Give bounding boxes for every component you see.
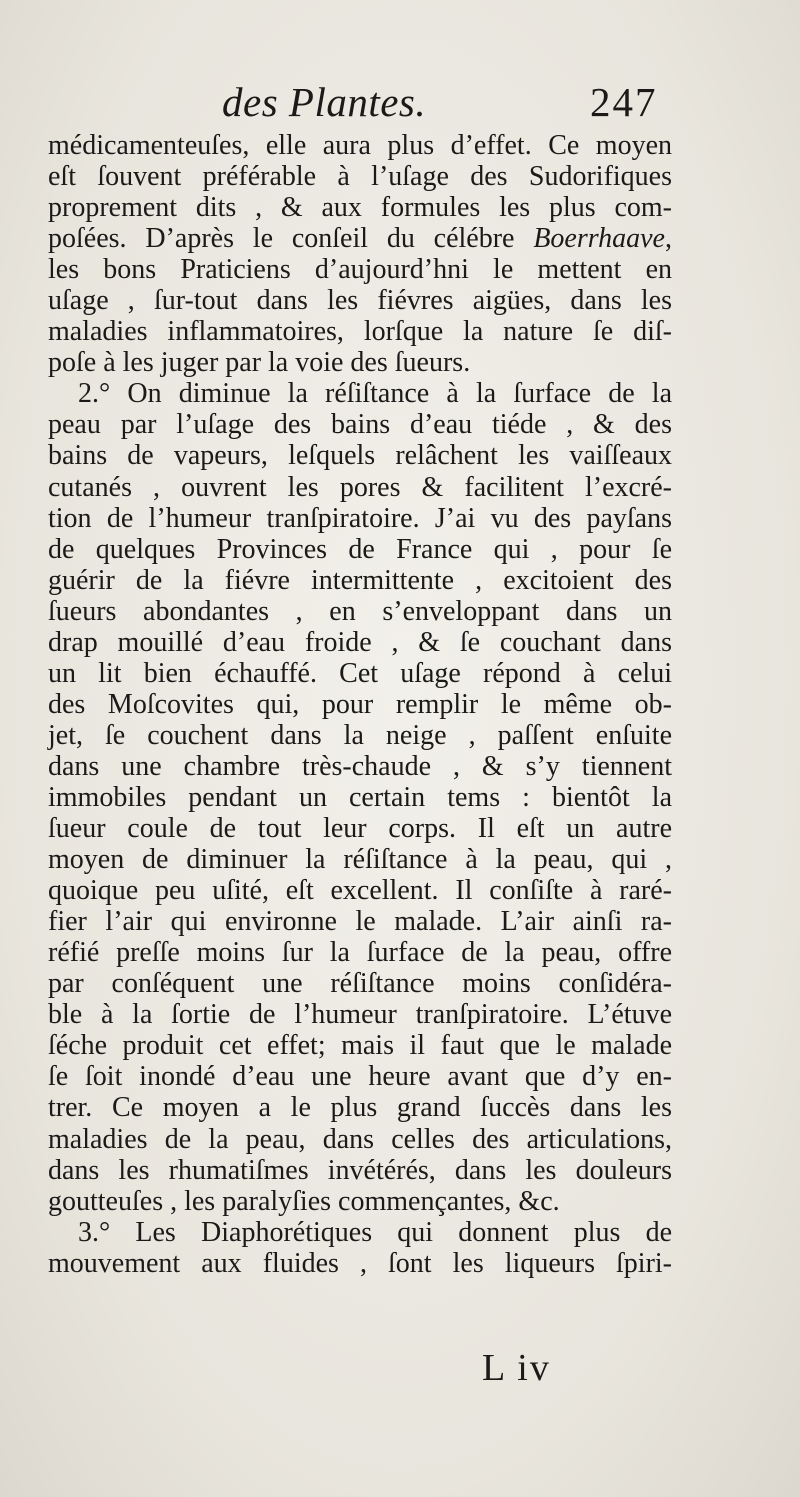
text-line: médicamenteuſes, elle aura plus d’effet. Ce moyen bbox=[48, 130, 672, 161]
text-line: 3.° Les Diaphorétiques qui donnent plus de bbox=[78, 1216, 672, 1248]
text-line: dans une chambre très-chaude , & s’y tiennent bbox=[48, 750, 672, 782]
text-line: réfié preſſe moins ſur la ſurface de la peau, offre bbox=[48, 937, 672, 969]
text-line: cutanés , ouvrent les pores & facilitent l’excré- bbox=[48, 471, 672, 503]
page-header bbox=[0, 72, 800, 132]
text-line: ble à la ſortie de l’humeur tranſpiratoire. L’étuve bbox=[48, 999, 672, 1031]
text-line: ſéche produit cet effet; mais il faut que le malade bbox=[48, 1030, 672, 1062]
text-line: immobiles pendant un certain tems : bientôt la bbox=[48, 781, 672, 813]
text-line: maladies de la peau, dans celles des articulations, bbox=[48, 1123, 672, 1155]
text-line: ſueur coule de tout leur corps. Il eſt un autre bbox=[48, 813, 672, 845]
page-number: 247 bbox=[590, 79, 658, 125]
text-line: ſueurs abondantes , en s’enveloppant dans un bbox=[48, 595, 672, 627]
text-line: fier l’air qui environne le malade. L’air ainſi ra- bbox=[48, 906, 672, 938]
text-line: proprement dits , & aux formules les plus com- bbox=[48, 192, 672, 224]
text-line: bains de vapeurs, leſquels relâchent les vaiſſeaux bbox=[48, 440, 672, 472]
text-line: des Moſcovites qui, pour remplir le même ob- bbox=[48, 688, 672, 720]
text-line: jet, ſe couchent dans la neige , paſſent enſuite bbox=[48, 719, 672, 751]
running-title: des Plantes. bbox=[222, 79, 427, 125]
text-line: moyen de diminuer la réſiſtance à la peau, qui , bbox=[48, 844, 672, 876]
text-line: de quelques Provinces de France qui , pour ſe bbox=[48, 533, 672, 565]
text-line: poſe à les juger par la voie des ſueurs. bbox=[48, 347, 471, 379]
text-line: par conſéquent une réſiſtance moins conſidéra- bbox=[48, 968, 672, 1000]
text-line: drap mouillé d’eau froide , & ſe couchant dans bbox=[48, 626, 672, 658]
text-line: poſées. D’après le conſeil du célébre Boerrhaave, bbox=[48, 223, 672, 255]
text-line: un lit bien échauffé. Cet uſage répond à celui bbox=[48, 657, 672, 689]
text-line: 2.° On diminue la réſiſtance à la ſurface de la bbox=[78, 378, 672, 410]
text-line: maladies inflammatoires, lorſque la nature ſe diſ- bbox=[48, 316, 672, 348]
text-line: trer. Ce moyen a le plus grand ſuccès dans les bbox=[48, 1092, 672, 1124]
text-line: quoique peu uſité, eſt excellent. Il conſiſte à raré- bbox=[48, 875, 672, 907]
text-line: peau par l’uſage des bains d’eau tiéde , & des bbox=[48, 409, 672, 441]
text-line: les bons Praticiens d’aujourd’hni le mettent en bbox=[48, 254, 672, 286]
text-line: uſage , ſur-tout dans les fiévres aigües, dans les bbox=[48, 285, 672, 317]
body-text bbox=[48, 130, 672, 1279]
text-line: dans les rhumatiſmes invétérés, dans les douleurs bbox=[48, 1154, 672, 1186]
signature-mark: L iv bbox=[482, 1347, 551, 1389]
text-line: goutteuſes , les paralyſies commençantes, &c. bbox=[48, 1185, 560, 1217]
text-line: ſe ſoit inondé d’eau une heure avant que d’y en- bbox=[48, 1061, 672, 1093]
text-line: guérir de la fiévre intermittente , excitoient des bbox=[48, 564, 672, 596]
text-line: eſt ſouvent préférable à l’uſage des Sudorifiques bbox=[48, 161, 672, 193]
text-line: mouvement aux fluides , ſont les liqueurs ſpiri- bbox=[48, 1247, 672, 1279]
text-line: tion de l’humeur tranſpiratoire. J’ai vu des payſans bbox=[48, 502, 672, 534]
